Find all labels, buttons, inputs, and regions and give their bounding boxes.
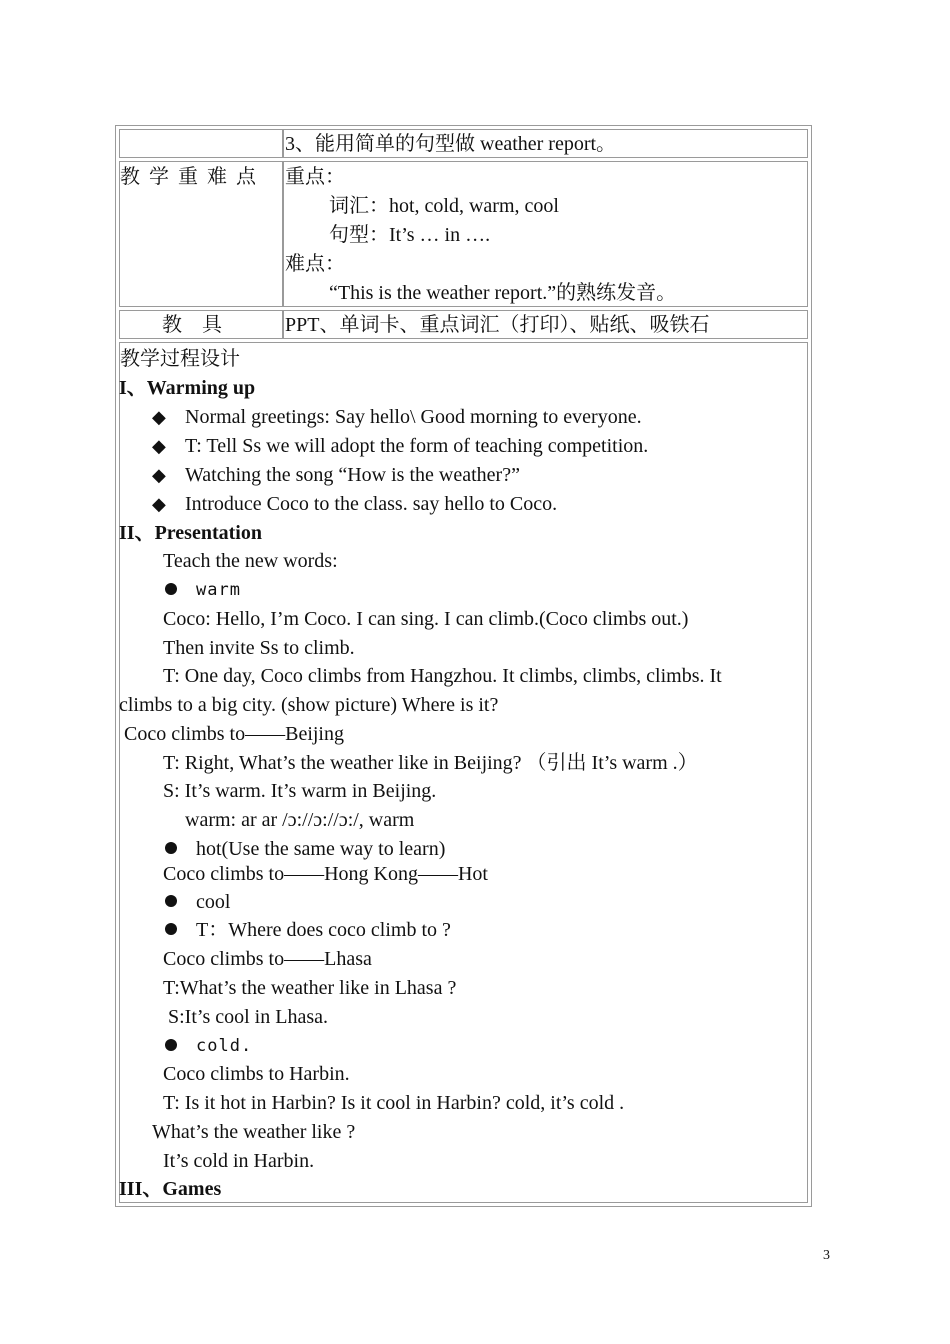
row3-label: 教 具 [162, 314, 222, 336]
warmup-item: Introduce Coco to the class. say hello to Coco. [185, 493, 558, 515]
presentation-line: S:It’s cool in Lhasa. [168, 1006, 328, 1028]
round-bullet-icon [165, 842, 177, 854]
word-warm: warm [196, 580, 241, 600]
key-points-title: 重点： [285, 166, 345, 188]
key-pattern: 句型：It’s … in …. [329, 224, 491, 246]
presentation-line: T:What’s the weather like in Lhasa ? [163, 977, 457, 999]
round-bullet-icon [165, 1039, 177, 1051]
presentation-line: T: Is it hot in Harbin? Is it cool in Harbin? cold, it’s cold . [163, 1092, 625, 1114]
row2-label: 教 学 重 难 点 [120, 166, 258, 188]
diamond-bullet-icon: ◆ [152, 436, 166, 456]
word-hot: hot(Use the same way to learn) [196, 838, 446, 860]
process-title: 教学过程设计 [120, 348, 240, 370]
difficult-points-title: 难点： [285, 253, 345, 275]
warmup-item: Normal greetings: Say hello\ Good morning to everyone. [185, 406, 642, 428]
round-bullet-icon [165, 583, 177, 595]
warmup-item: T: Tell Ss we will adopt the form of teaching competition. [185, 435, 649, 457]
page-number: 3 [823, 1248, 830, 1263]
presentation-line: Coco climbs to——Beijing [124, 723, 344, 745]
presentation-line: Teach the new words: [163, 550, 338, 572]
table-cell-row1-label [119, 129, 283, 158]
section1-heading: I、Warming up [119, 377, 256, 399]
presentation-line: T: One day, Coco climbs from Hangzhou. It climbs, climbs, climbs. It [163, 665, 722, 687]
presentation-line: warm: ar ar /ɔ://ɔ://ɔ:/, warm [185, 809, 415, 831]
presentation-line: S: It’s warm. It’s warm in Beijing. [163, 780, 437, 802]
key-vocab: 词汇：hot, cold, warm, cool [329, 195, 559, 217]
diamond-bullet-icon: ◆ [152, 407, 166, 427]
presentation-line: Coco climbs to——Lhasa [163, 948, 372, 970]
diamond-bullet-icon: ◆ [152, 465, 166, 485]
diamond-bullet-icon: ◆ [152, 494, 166, 514]
presentation-line: It’s cold in Harbin. [163, 1150, 315, 1172]
presentation-line: Then invite Ss to climb. [163, 637, 355, 659]
presentation-line: Coco: Hello, I’m Coco. I can sing. I can climb.(Coco climbs out.) [163, 608, 689, 630]
section3-heading: III、Games [119, 1178, 222, 1200]
round-bullet-icon [165, 895, 177, 907]
presentation-line: Coco climbs to——Hong Kong——Hot [163, 863, 488, 885]
presentation-line: What’s the weather like ? [152, 1121, 356, 1143]
presentation-line: T: Right, What’s the weather like in Beijing? （引出 It’s warm .） [163, 752, 698, 774]
warmup-item: Watching the song “How is the weather?” [185, 464, 520, 486]
difficult-point: “This is the weather report.”的熟练发音。 [329, 282, 677, 304]
presentation-line: Coco climbs to Harbin. [163, 1063, 350, 1085]
row1-content: 3、能用简单的句型做 weather report。 [285, 133, 617, 155]
round-bullet-icon [165, 923, 177, 935]
word-cold: cold. [196, 1036, 253, 1056]
presentation-line: T：Where does coco climb to ? [196, 919, 451, 941]
row3-content: PPT、单词卡、重点词汇（打印）、贴纸、吸铁石 [285, 314, 710, 336]
section2-heading: II、Presentation [119, 522, 262, 544]
presentation-line: climbs to a big city. (show picture) Where is it? [119, 694, 499, 716]
word-cool: cool [196, 891, 231, 913]
